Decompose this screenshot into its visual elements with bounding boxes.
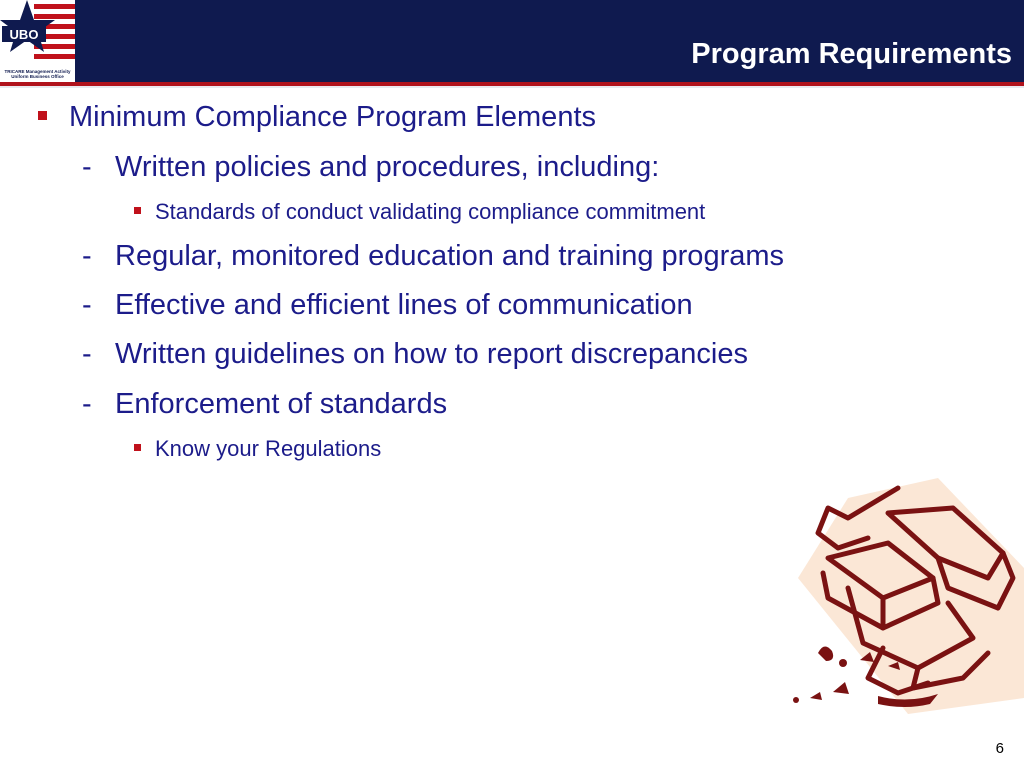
bullet-item <box>82 388 447 421</box>
bullet-item <box>82 240 784 273</box>
square-bullet-icon <box>38 111 47 120</box>
bullet-text: Written policies and procedures, including: <box>115 151 660 183</box>
bullet-text: Effective and efficient lines of communication <box>115 289 693 321</box>
bullet-item <box>82 151 659 184</box>
bullet-text: Minimum Compliance Program Elements <box>69 101 596 133</box>
bullet-text: Standards of conduct validating compliance commitment <box>155 199 706 224</box>
dash-bullet-icon: - <box>82 151 92 183</box>
bullet-text: Enforcement of standards <box>115 388 448 420</box>
stack-of-books-icon <box>788 478 1024 714</box>
logo-text: UBO <box>9 27 39 42</box>
bullet-text: Regular, monitored education and training programs <box>115 240 785 272</box>
bullet-item <box>82 338 748 371</box>
logo-caption-line2: Uniform Business Office <box>11 74 64 79</box>
square-bullet-icon <box>134 207 141 214</box>
dash-bullet-icon: - <box>82 289 92 321</box>
dash-bullet-icon: - <box>82 240 92 272</box>
page-number: 6 <box>995 740 1004 757</box>
dash-bullet-icon: - <box>82 388 92 420</box>
bullet-item <box>38 101 596 134</box>
bullet-text: Written guidelines on how to report discrepancies <box>115 338 748 370</box>
bullet-item <box>82 289 693 322</box>
logo-caption-line1: TRICARE Management Activity <box>4 69 71 74</box>
square-bullet-icon <box>134 444 141 451</box>
bullet-item <box>134 436 381 462</box>
bullet-text: Know your Regulations <box>155 436 382 461</box>
slide-title: Program Requirements <box>691 38 1012 70</box>
dash-bullet-icon: - <box>82 338 92 370</box>
bullet-item <box>134 199 705 225</box>
books-clipart <box>788 478 1024 714</box>
